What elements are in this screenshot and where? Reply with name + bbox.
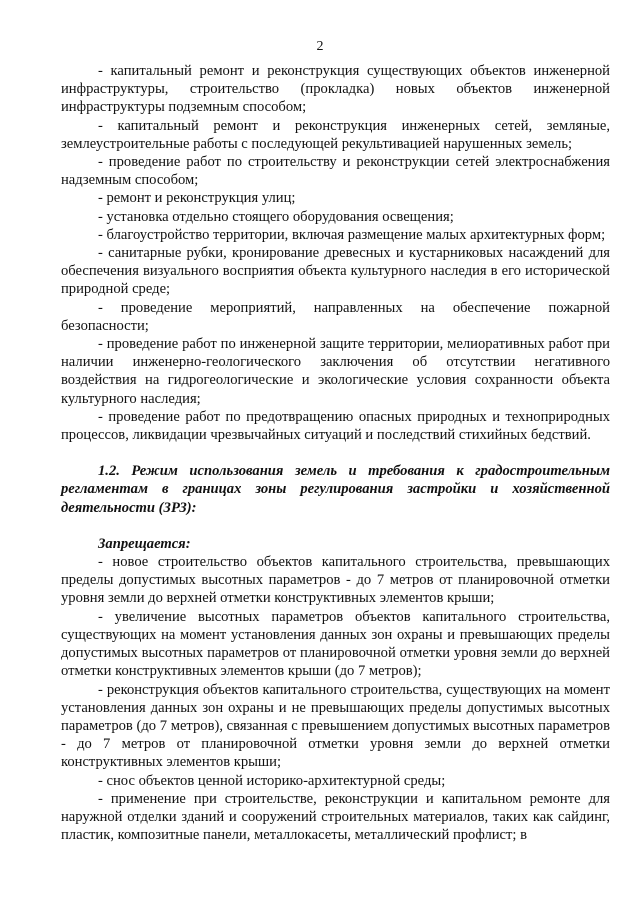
prohibited-label: Запрещается:: [98, 535, 191, 552]
list-item: - ремонт и реконструкция улиц;: [98, 190, 296, 207]
list-item: - установка отдельно стоящего оборудования освещения;: [98, 208, 454, 225]
document-body: [61, 62, 610, 844]
list-item: - реконструкция объектов капитального строительства, существующих на момент установления данных зон охраны и не превышающих пределы допустимых высотных параметров (до 7 метров), связанная с превышением допустимых высотных параметров - до 7 метров от планировочной отметки уровня земли до верхней отметки конструктивных элементов крыши;: [61, 681, 610, 771]
list-item: - проведение работ по предотвращению опасных природных и техноприродных процессов, ликвидации чрезвычайных ситуаций и последствий стихийных бедствий.: [61, 408, 610, 444]
list-item: - проведение работ по строительству и реконструкции сетей электроснабжения надземным способом;: [61, 154, 610, 189]
list-item: - увеличение высотных параметров объектов капитального строительства, существующих на момент установления данных зон охраны и превышающих пределы допустимых высотных параметров от планировочной отметки уровня земли до верхней отметки конструктивных элементов крыши (до 7 метров);: [61, 608, 610, 680]
list-item: - санитарные рубки, кронирование древесных и кустарниковых насаждений для обеспечения визуального восприятия объекта культурного наследия в его исторической природной среде;: [61, 245, 610, 298]
list-item: - проведение мероприятий, направленных на обеспечение пожарной безопасности;: [61, 299, 610, 334]
list-item: - капитальный ремонт и реконструкция существующих объектов инженерной инфраструктуры, строительство (прокладка) новых объектов инженерной инфраструктуры подземным способом;: [61, 63, 610, 116]
list-item: - новое строительство объектов капитального строительства, превышающих пределы допустимых высотных параметров - до 7 метров от планировочной отметки уровня земли до верхней отметки конструктивных элементов крыши;: [61, 554, 610, 607]
list-item: - капитальный ремонт и реконструкция инженерных сетей, земляные, землеустроительные работы с последующей рекультивацией нарушенных земель;: [61, 117, 610, 152]
list-item: - применение при строительстве, реконструкции и капитальном ремонте для наружной отделки зданий и сооружений строительных материалов, таких как сайдинг, пластик, композитные панели, металлокасеты, металлический профлист; в: [61, 790, 610, 844]
list-item: - снос объектов ценной историко-архитектурной среды;: [98, 772, 446, 789]
section-heading: 1.2. Режим использования земель и требования к градостроительным регламентам в границах зоны регулирования застройки и хозяйственной деятельности (ЗРЗ):: [61, 463, 610, 516]
page-number: 2: [316, 39, 324, 54]
list-item: - благоустройство территории, включая размещение малых архитектурных форм;: [98, 226, 606, 243]
list-item: - проведение работ по инженерной защите территории, мелиоративных работ при наличии инженерно-геологического заключения об отсутствии негативного воздействия на гидрогеологические и экологические условия сохранности объекта культурного наследия;: [61, 336, 610, 407]
